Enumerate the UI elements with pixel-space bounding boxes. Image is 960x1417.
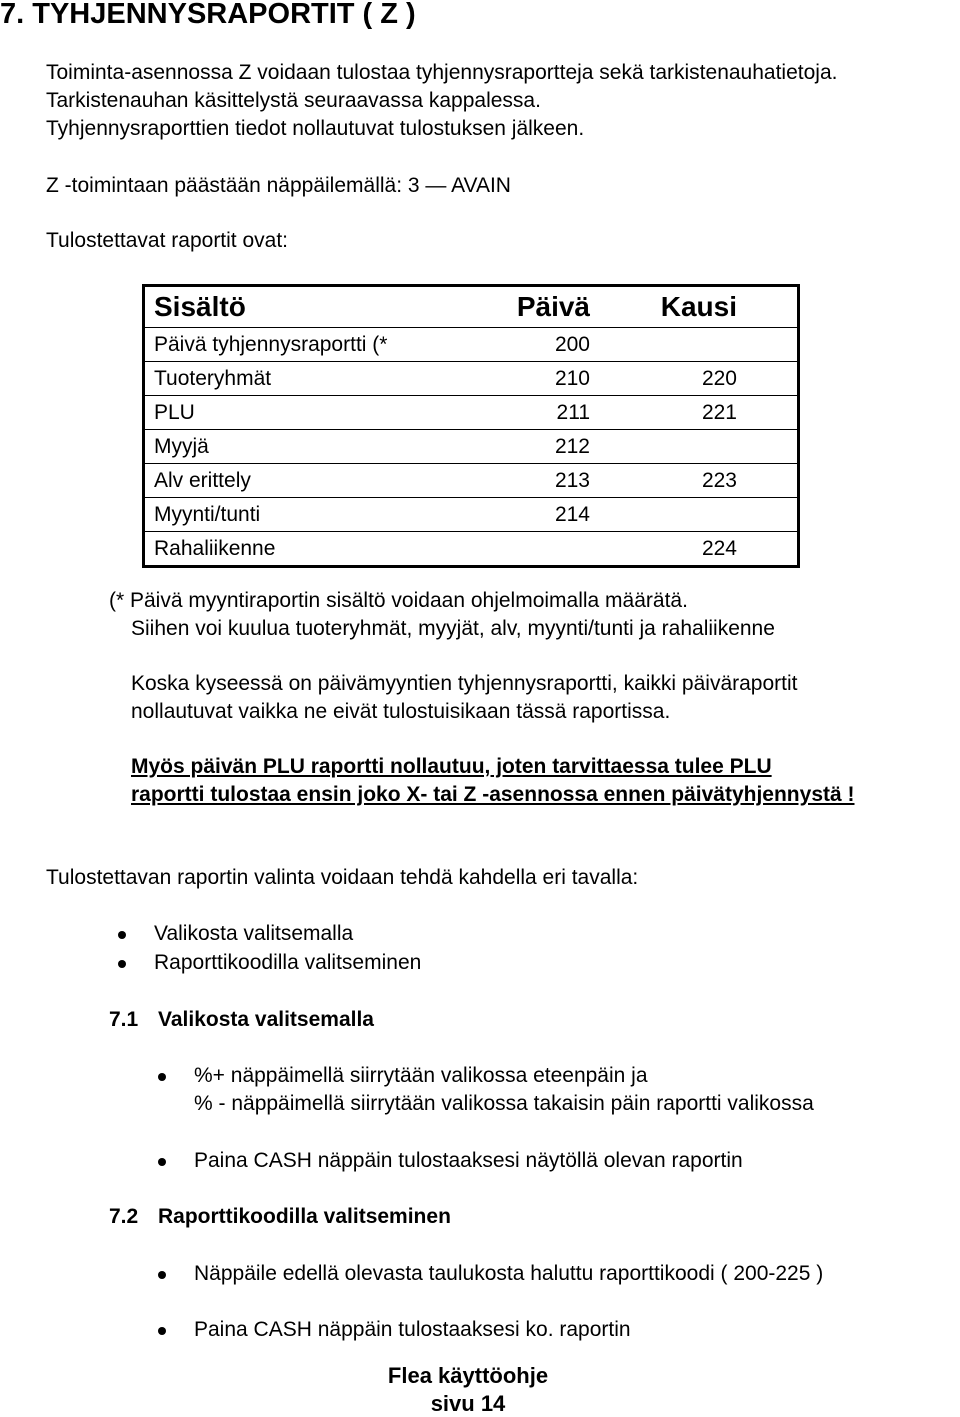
sec71-item [194, 1062, 814, 1118]
intro-paragraph [46, 59, 837, 143]
header-period: Kausi [616, 286, 799, 328]
cell-day: 211 [482, 396, 616, 430]
warning-paragraph [131, 753, 855, 809]
bullet-icon [158, 1327, 166, 1335]
table-row [144, 430, 799, 464]
table-row [144, 498, 799, 532]
bullet-icon [158, 1158, 166, 1166]
cell-day: 210 [482, 362, 616, 396]
cell-content: Rahaliikenne [154, 536, 276, 560]
intro-line: Toiminta-asennossa Z voidaan tulostaa tyhjennysraportteja sekä tarkistenauhatietoja. [46, 61, 838, 84]
sec71-item-line: %+ näppäimellä siirrytään valikossa eteenpäin ja [194, 1064, 648, 1087]
sec71-item-line: Paina CASH näppäin tulostaaksesi näytöllä olevan raportin [194, 1149, 743, 1172]
cell-content: Myynti/tunti [144, 498, 483, 532]
sec71-item-line: % - näppäimellä siirrytään valikossa takaisin päin raportti valikossa [194, 1092, 814, 1115]
warning-line: Myös päivän PLU raportti nollautuu, joten tarvittaessa tulee PLU [131, 755, 772, 778]
table-row [144, 362, 799, 396]
table-row [144, 464, 799, 498]
footer-title: Flea käyttöohje [387, 1363, 549, 1388]
page-heading: 7. TYHJENNYSRAPORTIT ( Z ) [0, 0, 416, 30]
cell-period: 223 [616, 464, 799, 498]
section-number-7-1: 7.1 [109, 1008, 139, 1031]
table-row [144, 396, 799, 430]
table-row [144, 532, 799, 567]
cell-day [482, 532, 616, 567]
bullet-icon [158, 1073, 166, 1081]
sec72-item: Näppäile edellä olevasta taulukosta haluttu raporttikoodi ( 200-225 ) [194, 1262, 824, 1285]
selection-method: Raporttikoodilla valitseminen [154, 951, 422, 974]
cell-period [616, 430, 799, 464]
footer-page-number: sivu 14 [430, 1391, 506, 1416]
cell-content: Myyjä [144, 430, 483, 464]
cell-period: 224 [701, 536, 737, 560]
cell-period: 221 [616, 396, 799, 430]
intro-line: Tarkistenauhan käsittelystä seuraavassa kappalessa. [46, 89, 541, 112]
bullet-icon [118, 960, 126, 968]
note-line: Koska kyseessä on päivämyyntien tyhjennysraportti, kaikki päiväraportit [131, 672, 798, 695]
header-day: Päivä [482, 286, 616, 328]
warning-line: raportti tulostaa ensin joko X- tai Z -asennossa ennen päivätyhjennystä ! [131, 783, 855, 806]
note-paragraph [131, 670, 797, 726]
cell-day: 213 [482, 464, 616, 498]
cell-day: 214 [482, 498, 616, 532]
cell-content: PLU [144, 396, 483, 430]
cell-period [616, 328, 799, 362]
selection-method: Valikosta valitsemalla [154, 922, 354, 945]
header-content: Sisältö [144, 286, 483, 328]
reports-label: Tulostettavat raportit ovat: [46, 229, 289, 252]
section-title-7-1: Valikosta valitsemalla [158, 1008, 374, 1031]
bullet-icon [158, 1271, 166, 1279]
reports-table [142, 284, 800, 568]
sec72-item: Paina CASH näppäin tulostaaksesi ko. raportin [194, 1318, 631, 1341]
cell-content: Päivä tyhjennysraportti (* [144, 328, 483, 362]
z-access-text: Z -toimintaan päästään näppäilemällä: 3 — AVAIN [46, 174, 511, 197]
intro-line: Tyhjennysraporttien tiedot nollautuvat tulostuksen jälkeen. [46, 117, 585, 140]
section-number-7-2: 7.2 [109, 1205, 139, 1228]
note-line: nollautuvat vaikka ne eivät tulostuisikaan tässä raportissa. [131, 700, 671, 723]
table-row [144, 328, 799, 362]
cell-day: 212 [482, 430, 616, 464]
selection-intro: Tulostettavan raportin valinta voidaan tehdä kahdella eri tavalla: [46, 866, 639, 889]
table-header-row [144, 286, 799, 328]
section-title-7-2: Raporttikoodilla valitseminen [158, 1205, 451, 1228]
cell-day: 200 [482, 328, 616, 362]
bullet-icon [118, 931, 126, 939]
cell-period [616, 498, 799, 532]
cell-content: Alv erittely [144, 464, 483, 498]
cell-period: 220 [616, 362, 799, 396]
footnote-line: Siihen voi kuulua tuoteryhmät, myyjät, alv, myynti/tunti ja rahaliikenne [131, 617, 775, 640]
cell-content: Tuoteryhmät [144, 362, 483, 396]
footnote-line: (* Päivä myyntiraportin sisältö voidaan ohjelmoimalla määrätä. [109, 589, 688, 612]
